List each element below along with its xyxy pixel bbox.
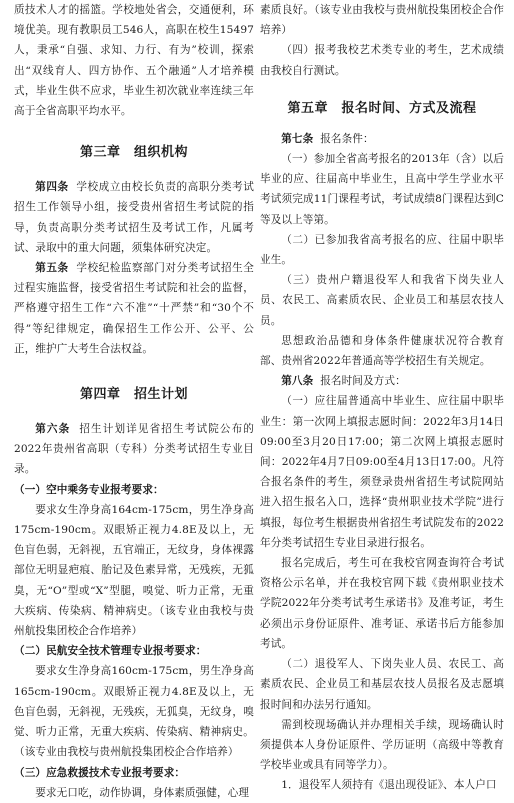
article-4-label: 第四条 (35, 181, 69, 194)
article-7 (260, 129, 504, 149)
subsection-3-text: 要求无口吃，动作协调，身体素质强健，心理 (35, 786, 250, 799)
article-7-label: 第七条 (281, 132, 314, 145)
article-6 (14, 419, 254, 480)
carry-over-text: 素质良好。（该专业由我校与贵州航投集团校企合作培养） (260, 4, 504, 37)
article-5-text: 学校纪检监察部门对分类考试招生全过程实施监督，接受省招生考试院和社会的监督，严格遵守招生工作“六不准”“十严禁”和“30个不得”等纪律规定，确保招生工作公开、公平、公正，维护广大考生合法权益。 (14, 262, 254, 355)
subsection-1-title: （一）空中乘务专业报考要求： (14, 483, 164, 496)
intro-paragraph: 质技术人才的摇篮。学校地处省会，交通便利，环境优美。现有教职员工546人，高职在校生15497人，秉承“自强、求知、力行、有为”校训，探索出“双线育人、四方协作、五个融通”人才培养模式，毕业生供不应求，毕业生初次就业率连续三年高于全省高职平均水平。 (14, 4, 254, 118)
article-7-item-4: 思想政治品德和身体条件健康状况符合教育部、贵州省2022年普通高等学校招生有关规定。 (260, 334, 504, 368)
article-7-item-1: （一）参加全省高考报名的2013年（含）以后毕业的应、往届高中毕业生，且高中学生学业水平考试须完成11门课程考试，考试成绩8门课程达到C等及以上等第。 (260, 153, 504, 226)
left-column (14, 0, 254, 803)
article-8-label: 第八条 (281, 375, 314, 388)
article-7-item-2: （二）已参加我省高考报名的应、往届中职毕业生。 (260, 233, 504, 267)
article-7-text: 报名条件： (320, 132, 374, 145)
subsection-2-text: 要求女生净身高160cm-175cm，男生净身高165cm-190cm。双眼矫正视力4.8E及以上，无色盲色弱，无斜视，无残疾，无狐臭，无纹身，嗅觉、听力正常，无重大疾病、传染病、精神病史。（该专业由我校与贵州航投集团校企合作培养） (14, 665, 254, 759)
chapter-4-title: 第四章 招生计划 (79, 387, 188, 403)
article-6-text: 招生计划详见省招生考试院公布的2022年贵州省高职（专科）分类考试招生专业目录。 (14, 423, 254, 476)
chapter-3-title: 第三章 组织机构 (79, 145, 188, 161)
article-8-item-3: （二）退役军人、下岗失业人员、农民工、高素质农民、企业员工和基层农技人员报名及志愿填报时间和办法另行通知。 (260, 658, 504, 711)
subsection-2-title: （二）民航安全技术管理专业报考要求： (14, 645, 207, 658)
article-8-text: 报名时间及方式： (320, 375, 406, 388)
article-8-item-4: 需到校现场确认并办理相关手续，现场确认时须提供本人身份证原件、学历证明（高级中等教育学校毕业或具有同等学力）。 (260, 718, 504, 772)
article-7-item-3: （三）贵州户籍退役军人和我省下岗失业人员、农民工、高素质农民、企业员工和基层农技人员。 (260, 274, 504, 327)
article-4-text: 学校成立由校长负责的高职分类考试招生工作领导小组，接受贵州省招生考试院的指导，负责高职分类考试招生及考试工作，凡属考试、录取中的重大问题，须集体研究决定。 (14, 181, 254, 254)
chapter-5-title: 第五章 报名时间、方式及流程 (287, 100, 477, 116)
right-column (260, 0, 504, 796)
article-8-item-5: 1．退役军人须持有《退出现役证》、本人户口 (281, 779, 497, 792)
subsection-3-title: （三）应急救援技术专业报考要求： (14, 766, 186, 779)
article-8-item-1: （一）应往届普通高中毕业生、应往届中职毕业生：第一次网上填报志愿时间：2022年3月14日09:00至3月20日17:00；第二次网上填报志愿时间：2022年4月7日09:00至4月13日17:00。凡符合报名条件的考生，须登录贵州省招生考试院网站进入招生报名入口，选择“贵州职业技术学院”进行填报，每位考生根据贵州省招生考试院发布的2022年分类考试招生专业目录进行报名。 (260, 395, 504, 549)
article-8-item-2: 报名完成后，考生可在我校官网查询符合考试资格公示名单，并在我校官网下载《贵州职业技术学院2022年分类考试考生承诺书》及准考证，考生必须出示身份证原件、准考证、承诺书后方能参加考试。 (260, 557, 504, 650)
article-5 (14, 258, 254, 359)
article-5-label: 第五条 (35, 262, 69, 275)
article-4 (14, 177, 254, 258)
article-6-label: 第六条 (35, 423, 71, 436)
subsection-1-text: 要求女生净身高164cm-175cm，男生净身高175cm-190cm。双眼矫正视力4.8E及以上，无色盲色弱，无斜视，五官端正，无纹身，身体裸露部位无明显疤痕、胎记及色素异常，无残疾，无狐臭，无“O”型或“X”型腿，嗅觉、听力正常，无重大疾病、传染病、精神病史。（该专业由我校与贵州航投集团校企合作培养） (14, 503, 254, 638)
art-major-paragraph: （四）报考我校艺术类专业的考生，艺术成绩由我校自行测试。 (260, 44, 504, 77)
article-8 (260, 371, 504, 391)
